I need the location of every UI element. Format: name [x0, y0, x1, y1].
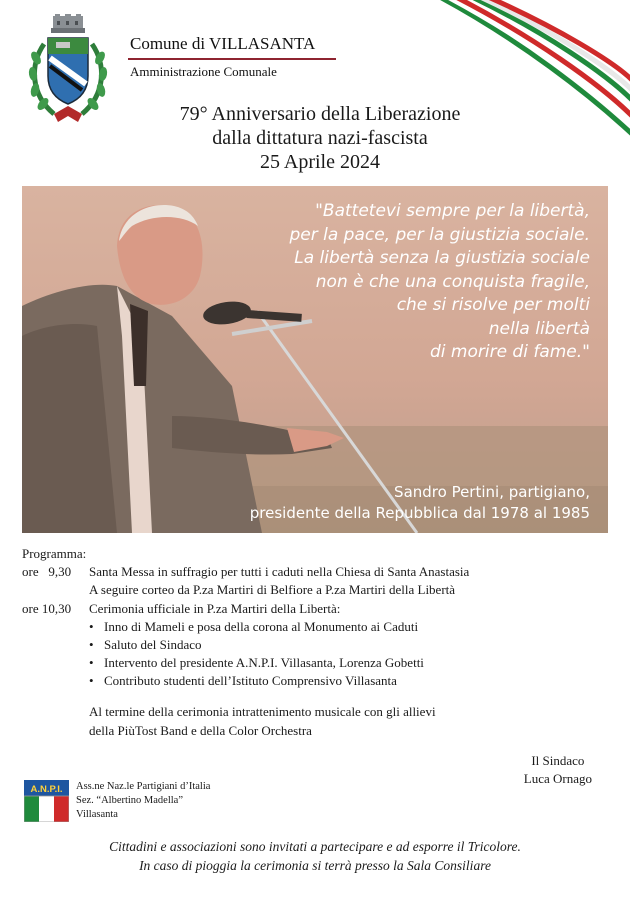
coat-of-arms-icon: [20, 14, 116, 130]
quote-line: per la pace, per la giustizia sociale.: [289, 224, 590, 245]
photo-caption: [120, 482, 590, 524]
program-item: Saluto del Sindaco: [104, 636, 202, 652]
signature-name: Luca Ornago: [523, 771, 592, 786]
footer-line-1: Cittadini e associazioni sono invitati a partecipare e ad esporre il Tricolore.: [109, 839, 521, 854]
bullet-icon: •: [89, 655, 94, 671]
closing-line-1: Al termine della cerimonia intrattenimento musicale con gli allievi: [89, 704, 436, 719]
caption-line-2: presidente della Repubblica dal 1978 al 1985: [249, 504, 590, 522]
event-program: [22, 545, 612, 691]
program-event-1: Santa Messa in suffragio per tutti i caduti nella Chiesa di Santa Anastasia: [89, 564, 470, 580]
program-item: Contributo studenti dell’Istituto Comprensivo Villasanta: [104, 673, 397, 689]
quote-line: che si risolve per molti: [396, 295, 590, 315]
title-line-1: 79° Anniversario della Liberazione: [179, 103, 461, 125]
footer-line-2: In caso di pioggia la cerimonia si terrà presso la Sala Consiliare: [139, 857, 491, 873]
title-line-3: 25 Aprile 2024: [260, 151, 380, 173]
comune-name: Comune di VILLASANTA: [130, 34, 316, 53]
bullet-icon: •: [89, 618, 94, 634]
time-value: 9,30: [48, 564, 72, 580]
anpi-logo-icon: [24, 780, 69, 822]
anpi-logo-text: A.N.P.I.: [30, 784, 63, 795]
program-time-1: [22, 563, 88, 581]
quote-line: "Battetevi sempre per la libertà,: [315, 201, 590, 221]
program-item: Intervento del presidente A.N.P.I. Villasanta, Lorenza Gobetti: [104, 655, 424, 671]
program-item: Inno di Mameli e posa della corona al Monumento ai Caduti: [104, 618, 419, 634]
page-title: [110, 102, 530, 174]
header-divider: [128, 58, 336, 60]
closing-note: [89, 703, 436, 740]
anpi-line-2: Sez. “Albertino Madella”: [76, 795, 183, 807]
program-event-1-cont: A seguire corteo da P.za Martiri di Belfiore a P.za Martiri della Libertà: [89, 582, 456, 598]
caption-line-1: Sandro Pertini, partigiano,: [394, 483, 590, 501]
closing-line-2: della PiùTost Band e della Color Orchestra: [89, 722, 312, 738]
footer-note: [0, 838, 630, 875]
pertini-quote: [190, 200, 590, 365]
mayor-signature: [524, 752, 592, 788]
anpi-section-info: [76, 780, 210, 823]
signature-role: Il Sindaco: [531, 753, 585, 768]
program-heading: Programma:: [22, 546, 87, 561]
anpi-line-3: Villasanta: [76, 809, 118, 821]
quote-line: non è che una conquista fragile,: [315, 271, 590, 292]
program-time-2: ore 10,30: [22, 600, 72, 616]
program-event-2: Cerimonia ufficiale in P.za Martiri della Libertà:: [89, 600, 341, 616]
quote-line: La libertà senza la giustizia sociale: [294, 248, 590, 268]
quote-line: di morire di fame.": [429, 342, 590, 362]
bullet-icon: •: [89, 636, 94, 652]
pertini-photo-banner: [22, 186, 608, 533]
time-label: ore: [22, 564, 39, 580]
administration-label: Amministrazione Comunale: [130, 64, 277, 79]
quote-line: nella libertà: [488, 318, 590, 339]
anpi-line-1: Ass.ne Naz.le Partigiani d’Italia: [76, 781, 211, 792]
title-line-2: dalla dittatura nazi-fascista: [212, 127, 428, 149]
bullet-icon: •: [89, 673, 94, 689]
